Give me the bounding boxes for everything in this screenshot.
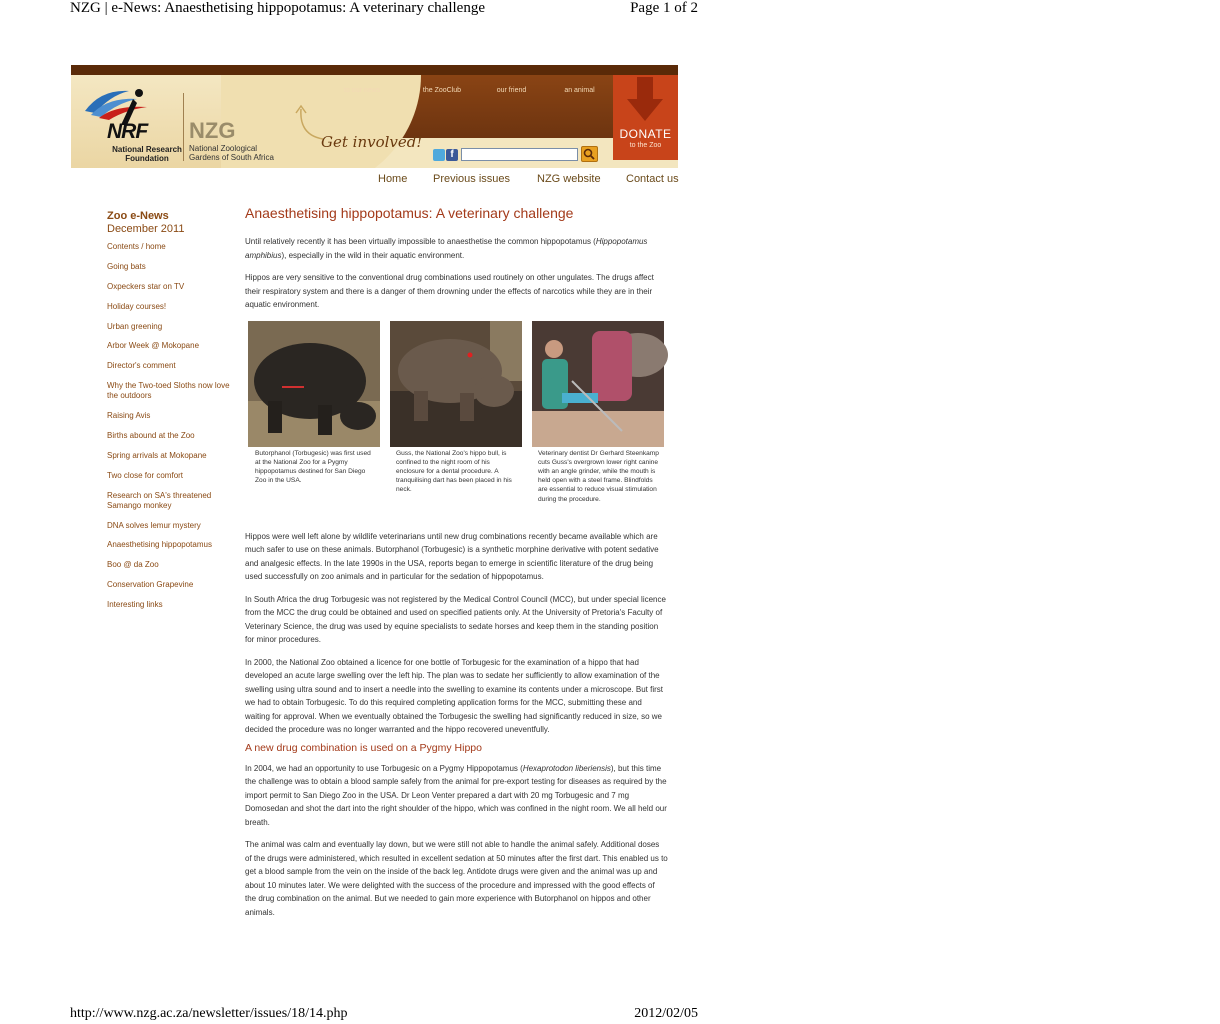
- print-page-title: NZG | e-News: Anaesthetising hippopotamus: A veterinary challenge: [70, 0, 485, 16]
- article-subheading: A new drug combination is used on a Pygmy Hippo: [245, 741, 482, 754]
- print-header: [0, 0, 768, 22]
- sidebar-date: December 2011: [107, 223, 185, 235]
- pygmy-hippo-photo: [248, 321, 380, 447]
- paragraph-text: In 2004, we had an opportunity to use Torbugesic on a Pygmy Hippopotamus (: [245, 763, 523, 773]
- nzg-logo-text[interactable]: NZG: [189, 118, 236, 143]
- logo-divider: [183, 93, 184, 161]
- join-sub: the ZooClub: [422, 87, 462, 94]
- sidebar-item-lemur[interactable]: DNA solves lemur mystery: [107, 520, 201, 530]
- photo-row: [245, 321, 668, 522]
- article-paragraph-3: Hippos were well left alone by wildlife veterinarians until new drug combinations recently became available which are much safer to use on these animals. Butorphanol (Torbugesic) is a synthetic morphine derivative with potent sedative and analgesic effects. In the late 1990s in the USA, reports began to emerge in scientific literature of the drug being used successfully on zoo animals and in particular for the sedation of hippopotamus.: [245, 531, 659, 581]
- nrf-figure-icon[interactable]: [81, 85, 156, 125]
- photo-caption-3: Veterinary dentist Dr Gerhard Steenkamp cuts Guss's overgrown lower right canine with an angle grinder, while the mouth is held open with a steel frame. Blindfolds are essential to reduce visual stimulation during the procedure.: [538, 449, 659, 503]
- sidebar-item-sloths[interactable]: Why the Two-toed Sloths now love the outdoors: [107, 381, 230, 401]
- nzg-name: National Zoological Gardens of South Africa: [189, 144, 274, 162]
- print-date: 2012/02/05: [634, 1006, 698, 1021]
- nrf-name: National Research Foundation: [112, 145, 182, 163]
- print-url: http://www.nzg.ac.za/newsletter/issues/18/14.php: [70, 1006, 348, 1021]
- sidebar-item-directors-comment[interactable]: Director's comment: [107, 361, 176, 371]
- facebook-icon[interactable]: f: [446, 149, 458, 161]
- sidebar-item-raising-avis[interactable]: Raising Avis: [107, 411, 151, 421]
- sidebar-item-links[interactable]: Interesting links: [107, 600, 163, 610]
- article-title: Anaesthetising hippopotamus: A veterinary challenge: [245, 205, 574, 221]
- sidebar: [107, 210, 237, 620]
- sidebar-item-holiday-courses[interactable]: Holiday courses!: [107, 301, 167, 311]
- become-label: BECOME: [907, 291, 964, 306]
- paragraph-text: Until relatively recently it has been virtually impossible to anaesthetise the common hippopotamus (: [245, 237, 596, 246]
- sidebar-item-oxpeckers[interactable]: Oxpeckers star on TV: [107, 281, 185, 291]
- join-label: JOIN: [857, 291, 888, 306]
- paragraph-text: ), but this time the challenge was to obtain a blood sample safely from the animal for pre-export testing for diseases as required by the import permit to San Diego Zoo in the USA. Dr Leon Venter prepared a dart with 20 mg Torbugesic and 7 mg Domosedan and shot the dart into the right shoulder of the hippo, which was confined in the night room. We all held our breath.: [245, 763, 667, 827]
- species-name: Hexaprotodon liberiensis: [522, 763, 611, 773]
- search-button[interactable]: [581, 146, 598, 162]
- nav-nzg-website[interactable]: NZG website: [537, 173, 601, 185]
- paragraph-text: ), especially in the wild in their aquatic environment.: [281, 250, 465, 260]
- photo-caption-2: Guss, the National Zoo's hippo bull, is confined to the night room of his enclosure for a dental procedure. A tranquilising dart has been placed in his neck.: [396, 449, 512, 494]
- adopt-sub: an animal: [564, 87, 595, 94]
- sidebar-title: Zoo e-News: [107, 210, 169, 222]
- sidebar-item-contents[interactable]: Contents / home: [107, 242, 166, 251]
- banner-top-strip: [71, 65, 678, 75]
- article-paragraph-7: The animal was calm and eventually lay down, but we were still not able to handle the animal safely. Additional doses of the drugs were administered, which resulted in excellent sedation at 50 minutes after the first dart. This enabled us to get a blood sample from the vein on the inside of the back leg. Antidote drugs were given and the animal was up and about 10 minutes later. We were delighted with the success of the procedure and impressed with the good effects of the drug combination on the animal. But we needed to gain more experience with Butorphanol on hippos and other animals.: [245, 840, 668, 917]
- sidebar-item-going-bats[interactable]: Going bats: [107, 261, 146, 271]
- donate-sub: to the Zoo: [629, 142, 662, 149]
- article-paragraph-5: In 2000, the National Zoo obtained a licence for one bottle of Torbugesic for the examination of a hippo that had developed an acute large swelling over the left hip. The plan was to sedate her sufficiently to allow examination of the swelling using ultra sound and to insert a needle into the swelling to examine its contents under a microscope. But first we had to obtain Torbugesic. To do this required completing application forms for the MCC, submitting these and waiting for approval. When we eventually obtained the Torbugesic the swelling had significantly reduced in size, so we decided the procedure was no longer warranted and the hippo recovered uneventfully.: [245, 657, 664, 734]
- search-icon: [582, 147, 597, 161]
- search-input[interactable]: [461, 148, 578, 161]
- photo-caption-1: Butorphanol (Torbugesic) was first used at the National Zoo for a Pygmy hippopotamus destined for San Diego Zoo in the USA.: [255, 449, 371, 485]
- sidebar-item-urban-greening[interactable]: Urban greening: [107, 321, 163, 331]
- sidebar-menu: [107, 242, 237, 610]
- nav-previous-issues[interactable]: Previous issues: [433, 173, 511, 185]
- nrf-logo-text[interactable]: NRF: [107, 120, 148, 143]
- donate-button[interactable]: [613, 75, 678, 160]
- article-paragraph-4: In South Africa the drug Torbugesic was not registered by the Medical Control Council (MCC), but under special licence from the MCC the drug could be obtained and used on specified patients only. At the University of Pretoria's Faculty of Veterinary Science, the drug was used by equine specialists to sedate horses and keep them in the standing position for minor procedures.: [245, 594, 666, 644]
- article-paragraph-6: [245, 762, 668, 830]
- sidebar-item-boo[interactable]: Boo @ da Zoo: [107, 560, 159, 570]
- article-paragraph-1: [245, 235, 668, 262]
- sidebar-item-arbor-week[interactable]: Arbor Week @ Mokopane: [107, 341, 200, 351]
- sidebar-item-births[interactable]: Births abound at the Zoo: [107, 431, 195, 441]
- dental-procedure-photo: [532, 321, 664, 447]
- sidebar-item-samango[interactable]: Research on SA's threatened Samango monkey: [107, 490, 212, 510]
- donate-label: DONATE: [619, 127, 672, 141]
- sidebar-item-hippopotamus[interactable]: Anaesthetising hippopotamus: [107, 540, 212, 550]
- subscribe-sub: to our news: [343, 87, 381, 94]
- print-footer: [0, 1006, 768, 1024]
- sidebar-item-spring-arrivals[interactable]: Spring arrivals at Mokopane: [107, 450, 207, 460]
- species-name: Hippopotamus amphibius: [245, 237, 648, 260]
- nav-home[interactable]: Home: [378, 173, 408, 185]
- adopt-label: ADOPT: [986, 291, 1031, 306]
- down-arrow-icon: [625, 77, 665, 123]
- article: [245, 205, 668, 928]
- print-page-number: Page 1 of 2: [630, 0, 698, 16]
- sidebar-item-grapevine[interactable]: Conservation Grapevine: [107, 580, 194, 590]
- become-sub: our friend: [496, 87, 527, 94]
- article-paragraph-2: Hippos are very sensitive to the conventional drug combinations used routinely on other ungulates. The drugs affect their respiratory system and there is a danger of them drowning under the effects of narcotics while they are in their aquatic environment.: [245, 273, 654, 309]
- subscribe-label: SUBSCRIBE: [741, 291, 818, 306]
- guss-hippo-photo: [390, 321, 522, 447]
- get-involved-label: Get involved!: [321, 133, 423, 151]
- sidebar-item-two-close[interactable]: Two close for comfort: [107, 470, 184, 480]
- nav-contact-us[interactable]: Contact us: [626, 173, 679, 185]
- twitter-icon[interactable]: [433, 149, 445, 161]
